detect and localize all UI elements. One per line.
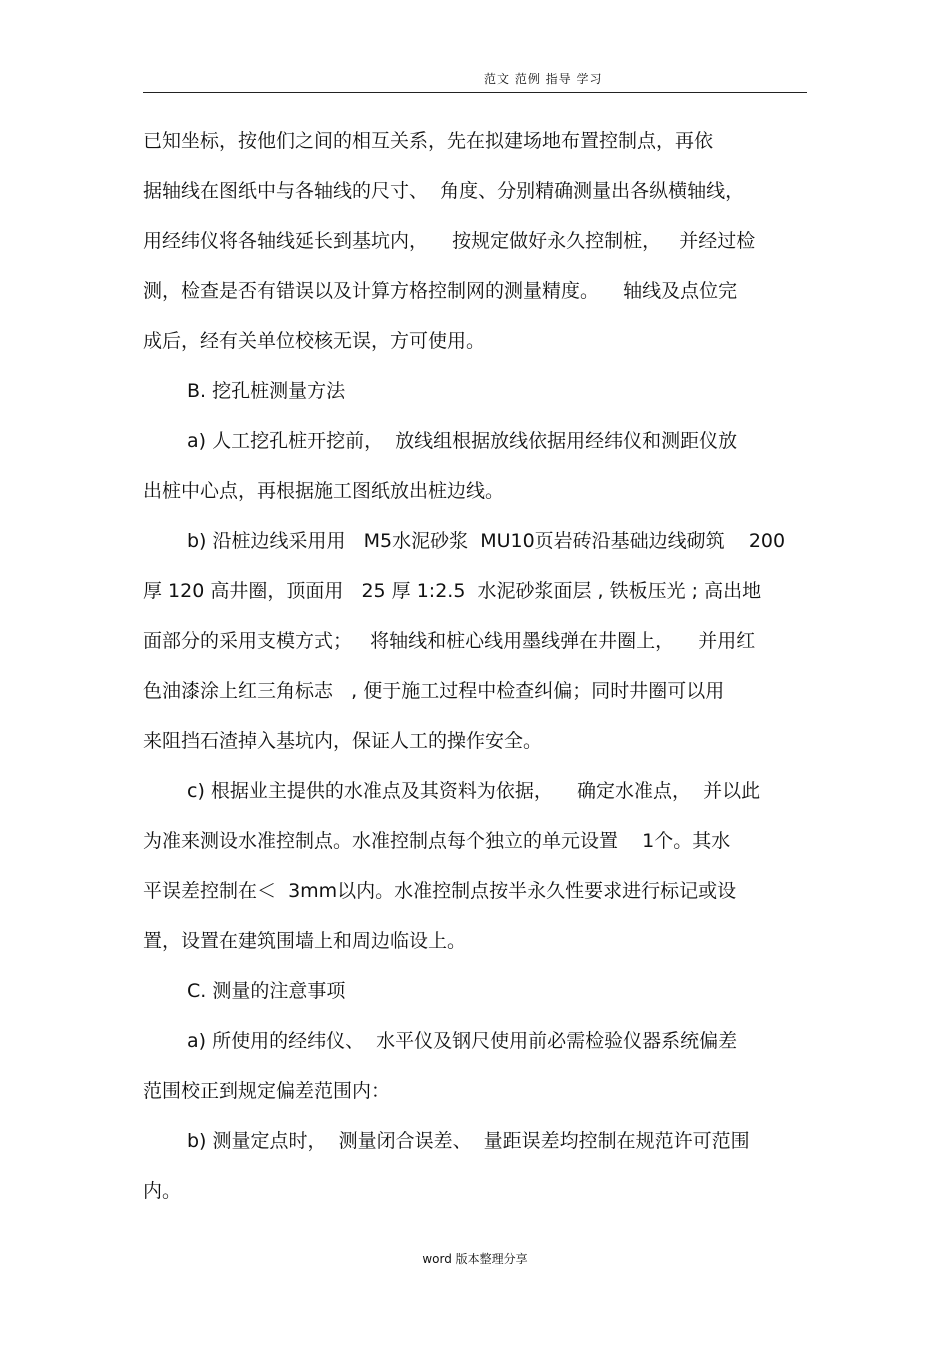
body-line: 出桩中心点，再根据施工图纸放出桩边线。 [143, 480, 505, 502]
page-footer: word 版本整理分享 [422, 1252, 528, 1266]
body-line: a) 人工挖孔桩开挖前， 放线组根据放线依据用经纬仪和测距仪放 [187, 430, 738, 452]
section-heading-b: B. 挖孔桩测量方法 [187, 380, 346, 402]
body-line: 用经纬仪将各轴线延长到基坑内， 按规定做好永久控制桩， 并经过检 [143, 230, 756, 252]
body-line: b) 测量定点时， 测量闭合误差、 量距误差均控制在规范许可范围 [187, 1130, 750, 1152]
body-line: 平误差控制在＜ 3mm以内。水准控制点按半永久性要求进行标记或设 [143, 880, 737, 902]
body-line: 内。 [143, 1180, 182, 1202]
body-line: 置，设置在建筑围墙上和周边临设上。 [143, 930, 467, 952]
body-line: 据轴线在图纸中与各轴线的尺寸、 角度、分别精确测量出各纵横轴线， [143, 180, 745, 202]
section-heading-c: C. 测量的注意事项 [187, 980, 346, 1002]
body-line: 成后，经有关单位校核无误，方可使用。 [143, 330, 486, 352]
header-rule [143, 70, 807, 93]
body-line: b) 沿桩边线采用用 M5水泥砂浆 MU10页岩砖沿基础边线砌筑 200 [187, 530, 786, 552]
body-line: 色油漆涂上红三角标志 , 便于施工过程中检查纠偏；同时井圈可以用 [143, 680, 725, 702]
body-line: 范围校正到规定偏差范围内： [143, 1080, 391, 1102]
body-line: 已知坐标，按他们之间的相互关系，先在拟建场地布置控制点，再依 [143, 130, 714, 152]
body-line: 厚 120 高井圈，顶面用 25 厚 1:2.5 水泥砂浆面层 , 铁板压光 ; 高出地 [143, 580, 762, 602]
page-header: 范文 范例 指导 学习 [484, 72, 603, 86]
body-line: 为准来测设水准控制点。水准控制点每个独立的单元设置 1个。其水 [143, 830, 731, 852]
document-body [143, 121, 813, 1221]
body-line: 面部分的采用支模方式； 将轴线和桩心线用墨线弹在井圈上， 并用红 [143, 630, 756, 652]
body-line: a) 所使用的经纬仪、 水平仪及钢尺使用前必需检验仪器系统偏差 [187, 1030, 738, 1052]
body-line: 测，检查是否有错误以及计算方格控制网的测量精度。 轴线及点位完 [143, 280, 738, 302]
body-line: 来阻挡石渣掉入基坑内，保证人工的操作安全。 [143, 730, 543, 752]
body-line: c) 根据业主提供的水准点及其资料为依据， 确定水准点， 并以此 [187, 780, 761, 802]
